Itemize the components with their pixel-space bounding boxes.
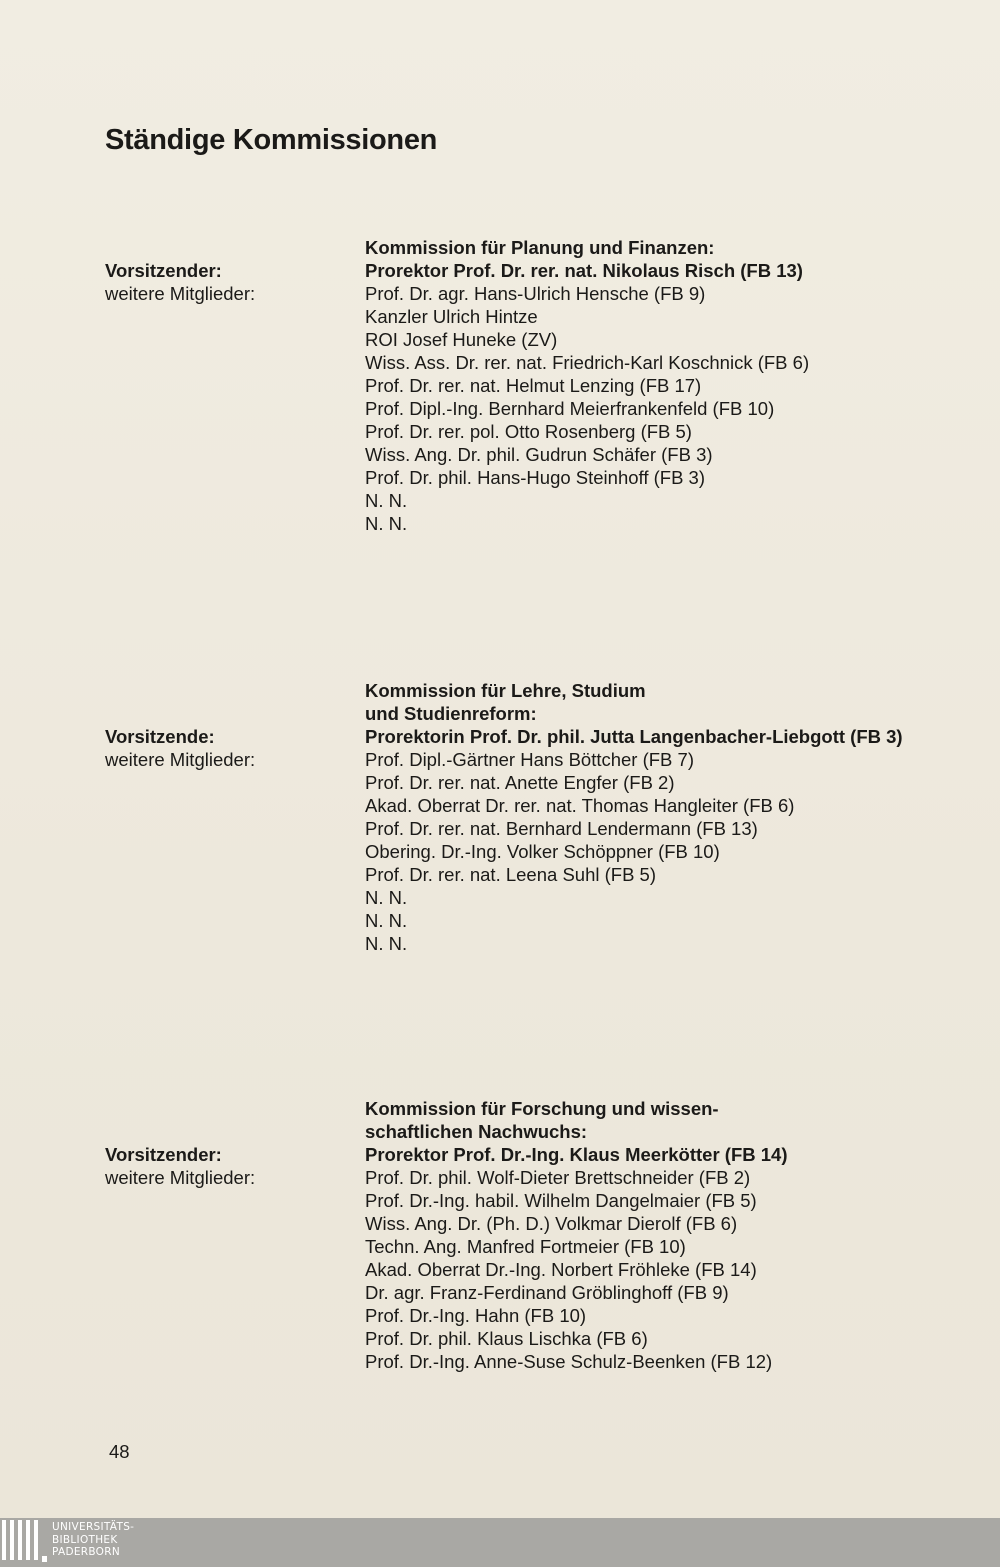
member-name: Wiss. Ang. Dr. (Ph. D.) Volkmar Dierolf (FB 6) — [365, 1213, 738, 1234]
member-row — [105, 489, 985, 512]
library-logo-line: BIBLIOTHEK — [52, 1533, 118, 1546]
members-label: weitere Mitglieder: — [105, 1167, 256, 1188]
member-name: Prof. Dr. phil. Wolf-Dieter Brettschneider (FB 2) — [365, 1167, 751, 1188]
page-title: Ständige Kommissionen — [105, 124, 438, 156]
member-row — [105, 817, 985, 840]
members-label: weitere Mitglieder: — [105, 283, 256, 304]
member-row — [105, 794, 985, 817]
member-name: Kanzler Ulrich Hintze — [365, 306, 538, 327]
member-name: Prof. Dipl.-Ing. Bernhard Meierfrankenfeld (FB 10) — [365, 398, 775, 419]
member-name: N. N. — [365, 933, 408, 954]
member-name: Prof. Dr. rer. pol. Otto Rosenberg (FB 5) — [365, 421, 692, 442]
library-logo-line: UNIVERSITÄTS- — [52, 1521, 135, 1533]
member-name: N. N. — [365, 513, 408, 534]
member-row — [105, 512, 985, 535]
member-row — [105, 863, 985, 886]
chair-label: Vorsitzender: — [105, 1144, 222, 1165]
members-label: weitere Mitglieder: — [105, 749, 256, 770]
member-row — [105, 886, 985, 909]
chair-name: Prorektorin Prof. Dr. phil. Jutta Langenbacher-Liebgott (FB 3) — [365, 726, 903, 747]
member-row — [105, 466, 985, 489]
chair-label: Vorsitzende: — [105, 726, 215, 747]
commission-heading-line — [105, 1120, 985, 1143]
member-name: Prof. Dr. rer. nat. Helmut Lenzing (FB 17) — [365, 375, 702, 396]
member-row — [105, 397, 985, 420]
commission-planning-finance — [105, 236, 985, 535]
commission-teaching-study — [105, 679, 985, 955]
commission-heading: und Studienreform: — [365, 703, 537, 724]
member-row — [105, 1281, 985, 1304]
member-row — [105, 840, 985, 863]
member-row — [105, 305, 985, 328]
member-name: Dr. agr. Franz-Ferdinand Gröblinghoff (FB 9) — [365, 1282, 729, 1303]
member-name: Prof. Dr. agr. Hans-Ulrich Hensche (FB 9) — [365, 283, 706, 304]
chair-row — [105, 1143, 985, 1166]
member-name: Prof. Dr.-Ing. Anne-Suse Schulz-Beenken (FB 12) — [365, 1351, 773, 1372]
member-row — [105, 328, 985, 351]
member-name: N. N. — [365, 887, 408, 908]
member-row — [105, 909, 985, 932]
member-name: N. N. — [365, 910, 408, 931]
member-row — [105, 932, 985, 955]
member-name: Prof. Dr. phil. Hans-Hugo Steinhoff (FB 3) — [365, 467, 706, 488]
commission-heading: Kommission für Planung und Finanzen: — [365, 237, 715, 258]
chair-row — [105, 725, 985, 748]
member-row — [105, 1189, 985, 1212]
member-row — [105, 748, 985, 771]
library-logo-text — [52, 1521, 134, 1559]
member-name: Techn. Ang. Manfred Fortmeier (FB 10) — [365, 1236, 686, 1257]
member-name: Wiss. Ang. Dr. phil. Gudrun Schäfer (FB 3) — [365, 444, 713, 465]
member-row — [105, 771, 985, 794]
commission-heading: Kommission für Lehre, Studium — [365, 680, 646, 701]
member-name: Akad. Oberrat Dr.-Ing. Norbert Fröhleke (FB 14) — [365, 1259, 757, 1280]
member-name: Prof. Dr. phil. Klaus Lischka (FB 6) — [365, 1328, 648, 1349]
member-row — [105, 1235, 985, 1258]
member-name: Obering. Dr.-Ing. Volker Schöppner (FB 10) — [365, 841, 720, 862]
member-row — [105, 1166, 985, 1189]
member-name: Prof. Dr. rer. nat. Anette Engfer (FB 2) — [365, 772, 675, 793]
commission-research — [105, 1097, 985, 1373]
member-name: Prof. Dipl.-Gärtner Hans Böttcher (FB 7) — [365, 749, 694, 770]
member-name: ROI Josef Huneke (ZV) — [365, 329, 558, 350]
member-name: N. N. — [365, 490, 408, 511]
chair-label: Vorsitzender: — [105, 260, 222, 281]
chair-name: Prorektor Prof. Dr.-Ing. Klaus Meerkötter (FB 14) — [365, 1144, 788, 1165]
library-footer-bar — [0, 1518, 1000, 1567]
chair-row — [105, 259, 985, 282]
member-name: Wiss. Ass. Dr. rer. nat. Friedrich-Karl Koschnick (FB 6) — [365, 352, 810, 373]
member-row — [105, 1212, 985, 1235]
member-row — [105, 1258, 985, 1281]
member-row — [105, 1304, 985, 1327]
member-row — [105, 351, 985, 374]
member-name: Prof. Dr. rer. nat. Leena Suhl (FB 5) — [365, 864, 656, 885]
member-row — [105, 420, 985, 443]
commission-heading: Kommission für Forschung und wissen- — [365, 1098, 719, 1119]
member-name: Akad. Oberrat Dr. rer. nat. Thomas Hangleiter (FB 6) — [365, 795, 795, 816]
library-logo-line: PADERBORN — [52, 1546, 120, 1558]
commission-heading-line — [105, 1097, 985, 1120]
member-row — [105, 282, 985, 305]
member-row — [105, 374, 985, 397]
member-row — [105, 1350, 985, 1373]
commission-heading-line — [105, 679, 985, 702]
page-number: 48 — [109, 1441, 130, 1462]
commission-heading-line — [105, 702, 985, 725]
commission-heading: schaftlichen Nachwuchs: — [365, 1121, 588, 1142]
chair-name: Prorektor Prof. Dr. rer. nat. Nikolaus Risch (FB 13) — [365, 260, 803, 281]
commission-heading-line — [105, 236, 985, 259]
member-row — [105, 443, 985, 466]
member-name: Prof. Dr.-Ing. habil. Wilhelm Dangelmaier (FB 5) — [365, 1190, 757, 1211]
member-row — [105, 1327, 985, 1350]
member-name: Prof. Dr. rer. nat. Bernhard Lendermann (FB 13) — [365, 818, 758, 839]
member-name: Prof. Dr.-Ing. Hahn (FB 10) — [365, 1305, 587, 1326]
